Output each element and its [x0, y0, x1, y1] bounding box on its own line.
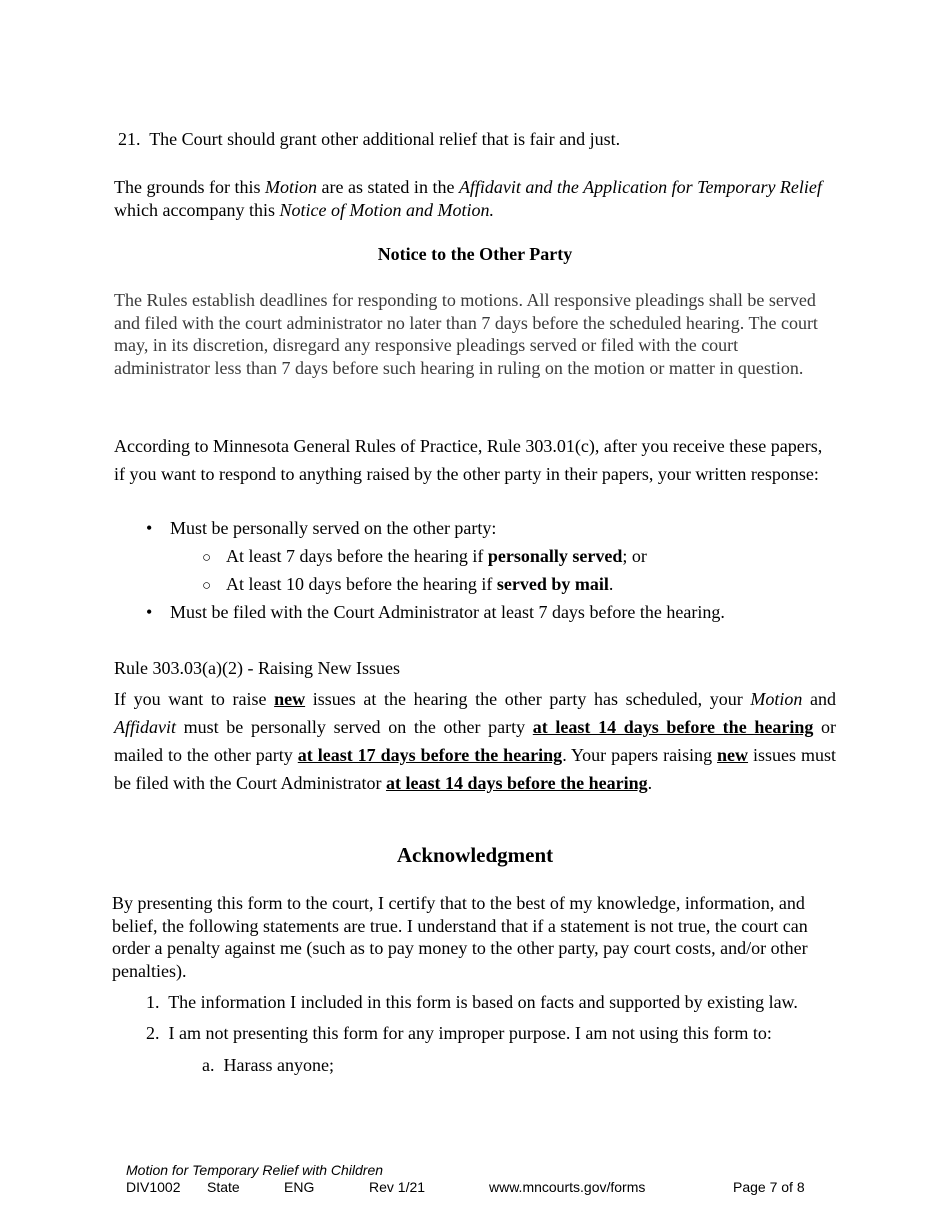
italic-run: Motion	[264, 177, 317, 197]
sub-bullet-text: At least 10 days before the hearing if served by mail.	[226, 574, 614, 594]
italic-run: Notice of Motion and Motion.	[279, 200, 494, 220]
circle-bullet-icon: ○	[202, 550, 212, 566]
rule-303-01-intro: According to Minnesota General Rules of Practice, Rule 303.01(c), after you receive these papers, if you want to respond to anything raised by the other party in their papers, your written response:	[114, 436, 823, 484]
item-text: I am not presenting this form for any improper purpose. I am not using this form to:	[168, 1023, 772, 1043]
footer-page-number: Page 7 of 8	[733, 1179, 805, 1195]
footer-revision: Rev 1/21	[369, 1179, 426, 1195]
list-item-21	[118, 129, 620, 150]
footer-code: DIV1002	[126, 1179, 181, 1195]
rule-303-03-paragraph: If you want to raise new issues at the hearing the other party has scheduled, your Motion and Affidavit must be personally served on the other party at least 14 days before the hearing or mailed to the other party at least 17 days before the hearing. Your papers raising new issues must be filed with the Court Administrator at least 14 days before the hearing.	[114, 689, 836, 793]
numbered-item	[146, 992, 798, 1013]
item-number: 1.	[146, 992, 160, 1012]
sub-bullet-item	[202, 546, 647, 567]
acknowledgment-paragraph: By presenting this form to the court, I certify that to the best of my knowledge, information, and belief, the following statements are true. I understand that if a statement is not true, the court can order a penalty against me (such as to pay money to the other party, pay court costs, and/or other penalties).	[112, 893, 808, 981]
bullet-text: Must be personally served on the other party:	[170, 518, 497, 538]
bullet-icon: •	[146, 518, 153, 538]
notice-heading: Notice to the Other Party	[377, 244, 573, 264]
item-text: The Court should grant other additional relief that is fair and just.	[149, 129, 621, 149]
numbered-item	[146, 1023, 772, 1044]
footer-language: ENG	[284, 1179, 315, 1195]
sub-bullet-item	[202, 574, 614, 595]
item-number: 21.	[118, 129, 141, 149]
text-run: The grounds for this	[114, 177, 265, 197]
item-text: Harass anyone;	[223, 1055, 334, 1075]
bullet-list-item	[146, 602, 725, 623]
footer-url: www.mncourts.gov/forms	[489, 1179, 646, 1195]
acknowledgment-heading: Acknowledgment	[396, 843, 554, 867]
text-run: are as stated in the	[316, 177, 459, 197]
lettered-subitem	[202, 1055, 334, 1076]
italic-run: Affidavit and the Application for Temporary Relief	[458, 177, 822, 197]
bullet-list-item	[146, 518, 497, 539]
rules-paragraph: The Rules establish deadlines for responding to motions. All responsive pleadings shall be served and filed with the court administrator no later than 7 days before the scheduled hearing. The court may, in its discretion, disregard any responsive pleadings served or filed with the court administrator less than 7 days before such hearing in ruling on the motion or matter in question.	[114, 290, 818, 378]
text-run: which accompany this	[114, 200, 280, 220]
bullet-icon: •	[146, 602, 153, 622]
sub-bullet-text: At least 7 days before the hearing if personally served; or	[226, 546, 647, 566]
grounds-paragraph	[114, 176, 834, 222]
bullet-text: Must be filed with the Court Administrator at least 7 days before the hearing.	[170, 602, 725, 622]
footer-jurisdiction: State	[207, 1179, 240, 1195]
footer-title: Motion for Temporary Relief with Children	[126, 1162, 384, 1178]
item-letter: a.	[202, 1055, 215, 1075]
item-number: 2.	[146, 1023, 160, 1043]
item-text: The information I included in this form is based on facts and supported by existing law.	[168, 992, 798, 1012]
rule-303-03-heading: Rule 303.03(a)(2) - Raising New Issues	[114, 658, 400, 678]
circle-bullet-icon: ○	[202, 578, 212, 594]
